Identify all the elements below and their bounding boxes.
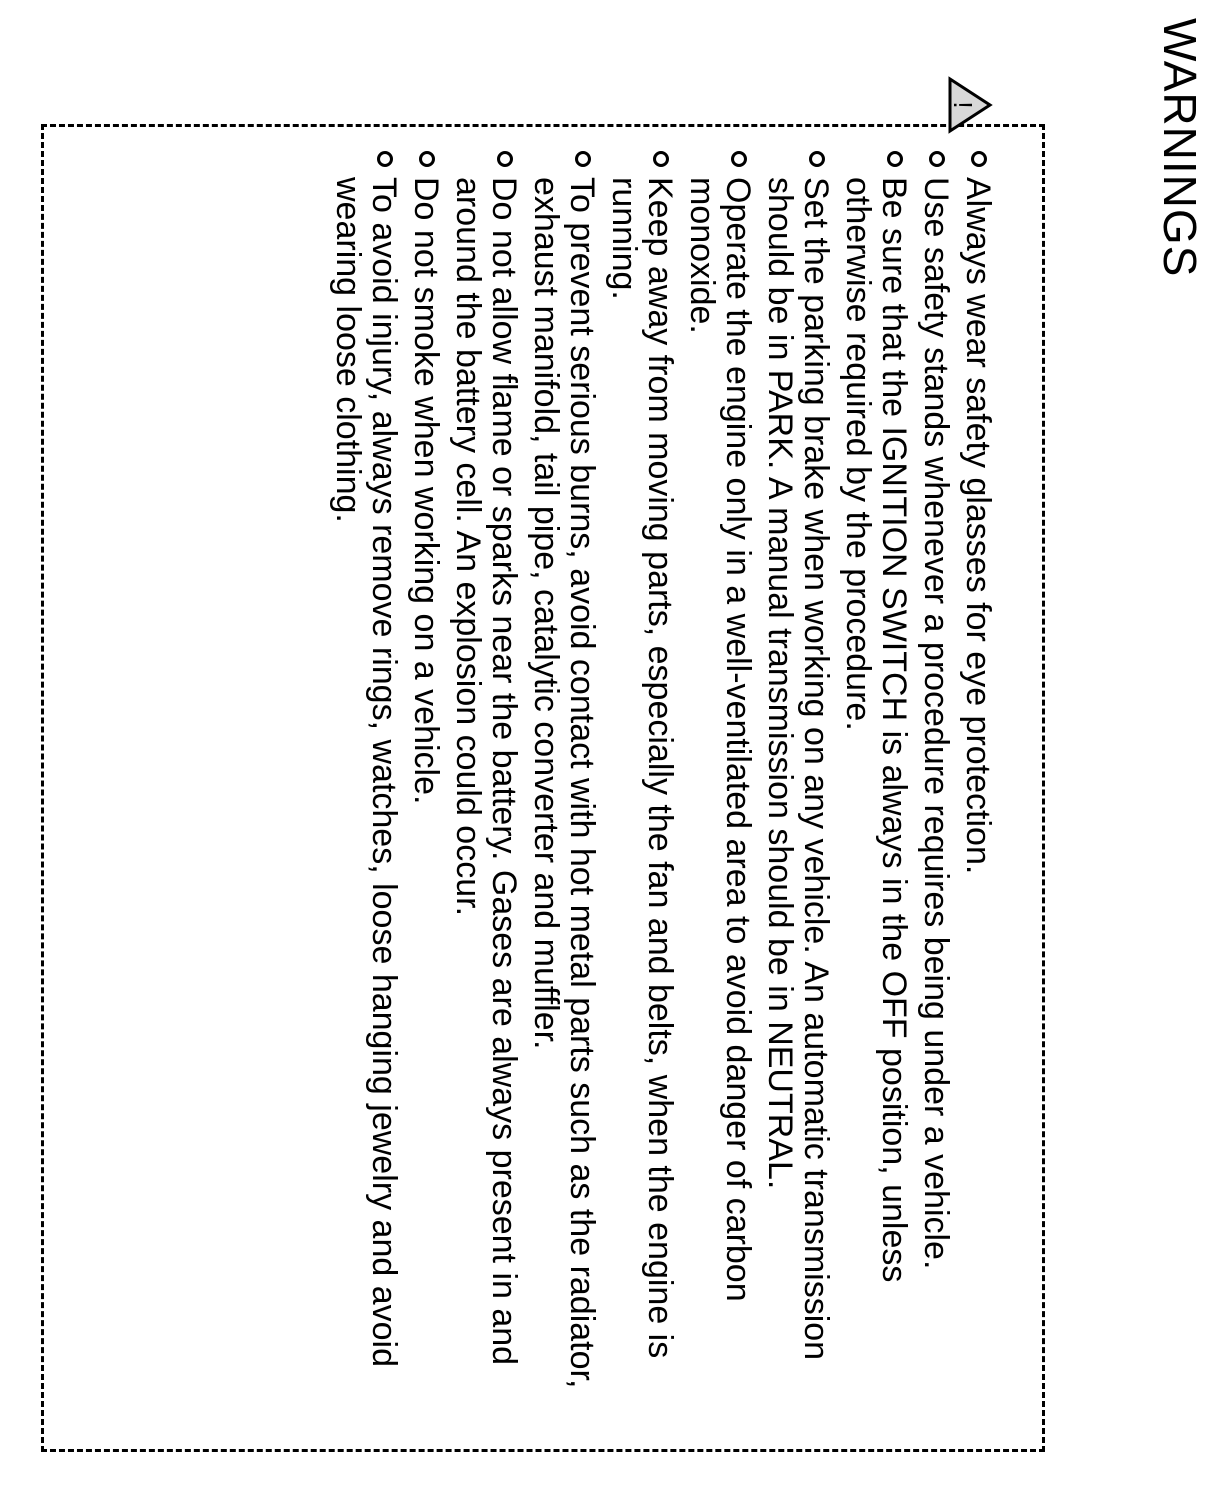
warning-box	[41, 101, 1045, 1452]
bullet-circle-icon	[809, 151, 825, 167]
list-item-text: Set the parking brake when working on any vehicle. An automatic transmission should be in PARK. A manual transmission should be in NEUTRAL.	[761, 177, 835, 1361]
list-item	[840, 149, 912, 1409]
bullet-circle-icon	[929, 151, 945, 167]
bullet-circle-icon	[575, 151, 591, 167]
list-item	[762, 149, 834, 1409]
bullet-circle-icon	[653, 151, 669, 167]
bullet-circle-icon	[419, 151, 435, 167]
list-item-text: Keep away from moving parts, especially the fan and belts, when the engine is running.	[605, 177, 679, 1359]
bullet-circle-icon	[731, 151, 747, 167]
list-item	[330, 149, 402, 1409]
list-item-text: Do not allow flame or sparks near the battery. Gases are always present in and around the battery cell. An explosion could occur.	[449, 177, 523, 1366]
list-item-text: To avoid injury, always remove rings, watches, loose hanging jewelry and avoid wearing loose clothing.	[329, 177, 403, 1367]
bullet-circle-icon	[971, 151, 987, 167]
page-title: WARNINGS	[1154, 18, 1206, 278]
warning-list	[324, 149, 996, 1409]
list-item-text: Be sure that the IGNITION SWITCH is always in the OFF position, unless otherwise required by the procedure.	[839, 177, 913, 1283]
list-item	[408, 149, 444, 1409]
list-item-text: To prevent serious burns, avoid contact with hot metal parts such as the radiator, exhaust manifold, tail pipe, catalytic converter and muffler.	[527, 177, 601, 1389]
list-item	[960, 149, 996, 1409]
warning-triangle-icon	[946, 75, 994, 135]
list-item-text: Always wear safety glasses for eye protection.	[959, 177, 997, 875]
list-item	[528, 149, 600, 1409]
warning-icon-glyph: !	[948, 101, 978, 109]
list-item-text: Operate the engine only in a well-ventilated area to avoid danger of carbon monoxide.	[683, 177, 757, 1302]
bullet-circle-icon	[497, 151, 513, 167]
list-item	[606, 149, 678, 1409]
list-item-text: Do not smoke when working on a vehicle.	[407, 177, 445, 805]
list-item	[918, 149, 954, 1409]
bullet-circle-icon	[377, 151, 393, 167]
bullet-circle-icon	[887, 151, 903, 167]
list-item	[450, 149, 522, 1409]
list-item-text: Use safety stands whenever a procedure requires being under a vehicle.	[917, 177, 955, 1270]
list-item	[684, 149, 756, 1409]
